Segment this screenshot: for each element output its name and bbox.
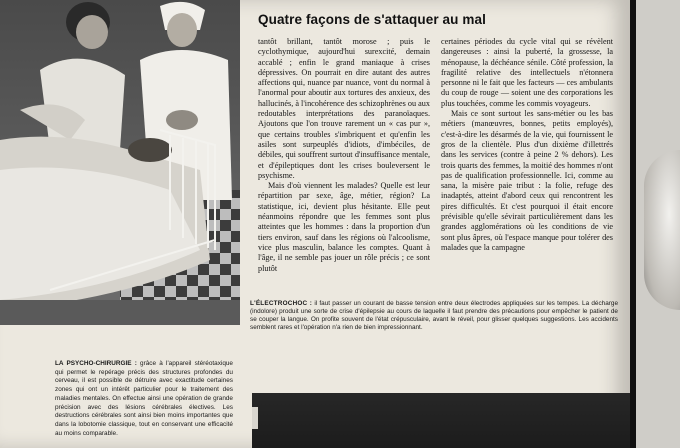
paragraph: certaines périodes du cycle vital qui se révèlent dangereuses : ainsi la puberté, la grossesse, la ménopause, la déchéance sénile. Côté profession, la fragilité relative des intellectuels n'étonnera personne ni le fait que les facteurs — ces ambulants du coup de rouge — soient une des corporations les plus touchées, comme les commis voyageurs.	[441, 37, 613, 108]
paragraph: Mais ce sont surtout les sans-métier ou les bas métiers (manœuvres, bonnes, petits employés), c'est-à-dire les désarmés de la vie, qui fournissent le gros de la clientèle. Plus d'un dixième d'illettrés dans les services (contre à peine 2 % dehors). Les trois quarts des femmes, la moitié des hommes n'ont pas de qualification professionnelle. Ici, comme au sana, la misère paie tribut : la folie, refuge des inadaptés, atteint d'abord ceux qui rencontrent les pires difficultés. Et c'est pourquoi il était encore prévisible qu'elle sévirait particulièrement dans les grandes agglomérations où les conditions de vie sont plus âpres, où l'espace manque pour tolérer des malades que la campagne	[441, 109, 613, 252]
caption-psycho-chirurgie	[55, 360, 233, 438]
article-column-2	[441, 37, 613, 253]
caption-label: LA PSYCHO-CHIRURGIE :	[55, 360, 137, 367]
next-page-edge	[630, 0, 680, 448]
paragraph: tantôt brillant, tantôt morose ; puis le cyclothymique, aujourd'hui surexcité, demain accablé ; enfin le grand maniaque à crises dépressives. On pourrait en dire autant des autres affections qui, nuance par nuance, vont du normal à l'anormal pour aboutir aux tortures des anxieux, des hallucinés, à l'incohérence des schizophrènes ou aux redoutables interprétations des paranoïaques. Ajoutons que l'on trouve rarement un « cas pur », que certains troubles s'imbriquent et qu'enfin les asiles sont surpeuplés d'idiots, d'imbéciles, de débiles, qui souffrent surtout d'insuffisance mentale, et d'épileptiques dont les crises bouleversent le psychisme.	[258, 37, 430, 180]
ward-photo	[0, 0, 240, 325]
next-page-photo	[644, 150, 680, 310]
bottom-photo	[252, 393, 630, 448]
caption-text: il faut passer un courant de basse tension entre deux électrodes appliquées sur les tempes. La décharge (indolore) produit une sorte de crise d'épilepsie au cours de laquelle il faut prendre des précautions pour empêcher le patient de se couper la langue. On profite souvent de l'état crépusculaire, avant le réveil, pour glisser quelques suggestions. Les accidents semblent rares et l'opération n'a rien de bien impressionnant.	[250, 300, 618, 331]
article-column-1	[258, 37, 430, 274]
ward-photo-drawing	[0, 0, 240, 325]
caption-electrochoc	[250, 300, 618, 332]
paragraph: Mais d'où viennent les malades? Quelle est leur répartition par sexe, âge, métier, région? La statistique, ici, devient plus hésitante. Elle peut néanmoins répondre que les femmes sont plus atteintes que les hommes : dans la proportion d'un tiers environ, sauf dans les régions où l'alcoolisme, vice plus masculin, balance les comptes. Quant à l'âge, il ne semble pas jouer un rôle précis ; ce sont plutôt	[258, 181, 430, 273]
photo-highlight	[252, 407, 258, 429]
article-heading: Quatre façons de s'attaquer au mal	[258, 12, 486, 27]
caption-label: L'ÉLECTROCHOC :	[250, 300, 313, 307]
caption-text: grâce à l'appareil stéréotaxique qui permet le repérage précis des structures profondes du cerveau, il est possible de détruire avec exactitude certaines zones qui ont un intérêt particulier pour le traitement des maladies mentales. On effectue ainsi une opération de grande précision avec des lésions cérébrales électives. Les destructions cérébrales sont ainsi bien moins importantes que dans la lobotomie classique, tout en conservant une efficacité au moins comparable.	[55, 360, 233, 437]
